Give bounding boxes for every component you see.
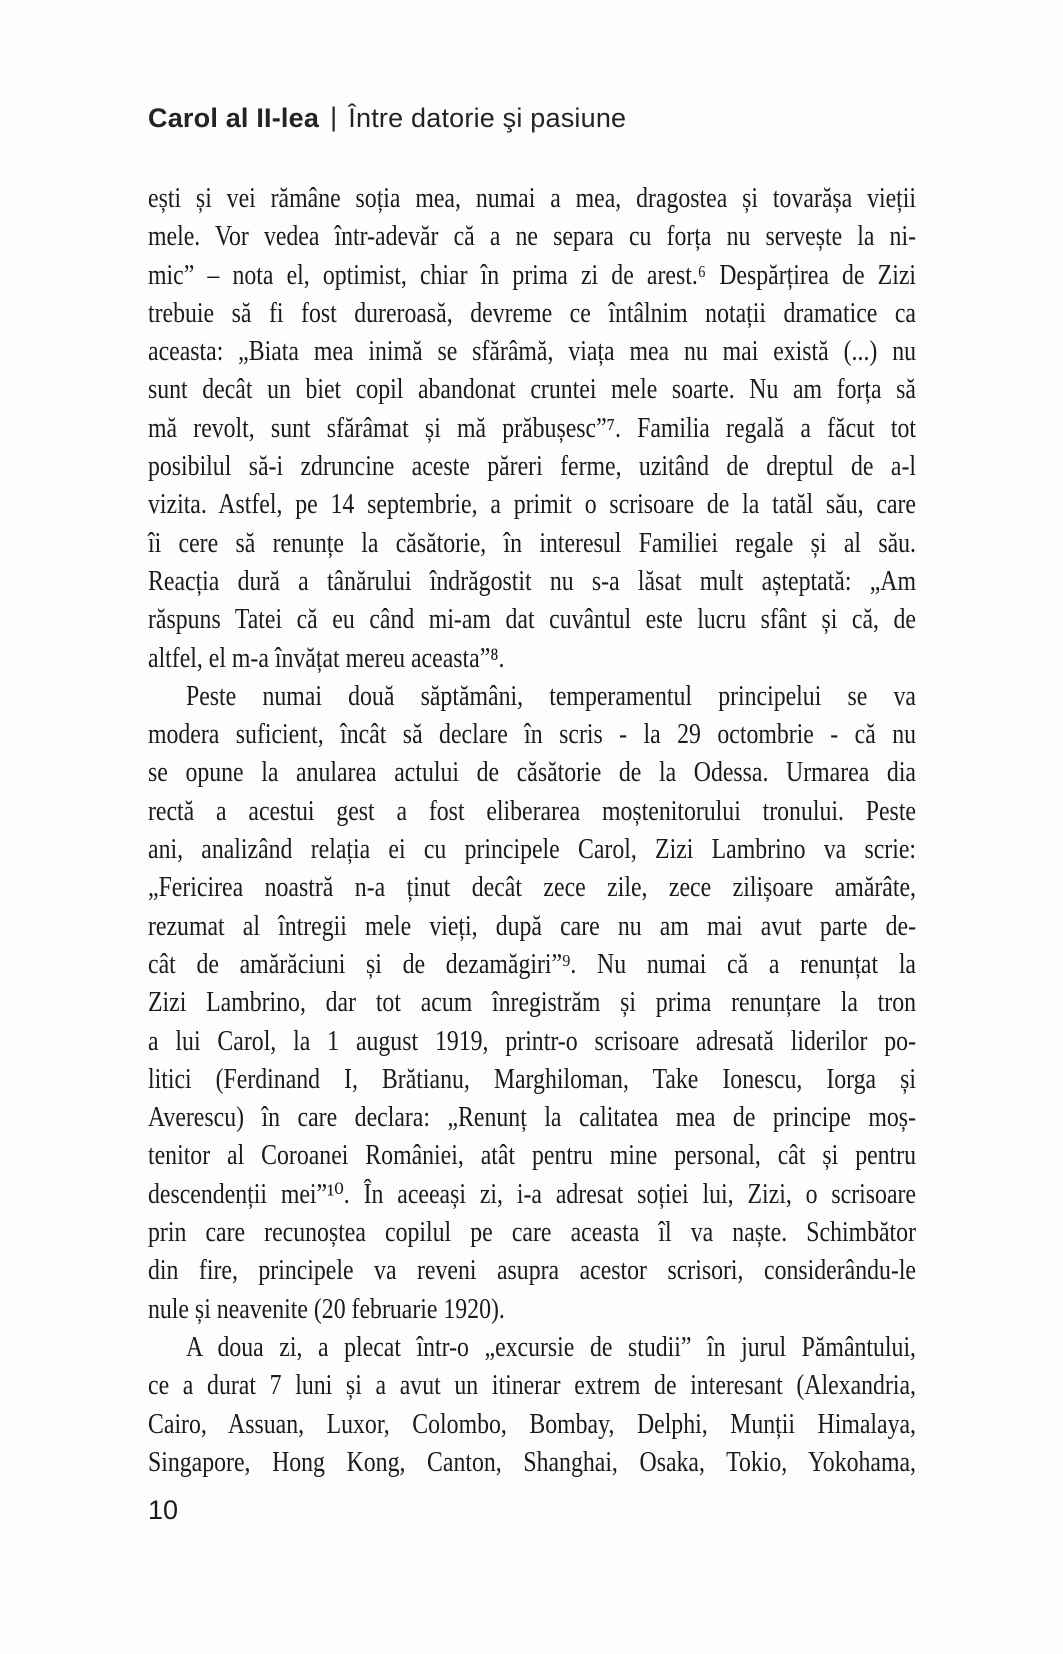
text-line: rectă a acestui gest a fost eliberarea moștenitorului tronului. Peste bbox=[148, 795, 917, 827]
running-header bbox=[148, 100, 916, 136]
text-line: Cairo, Assuan, Luxor, Colombo, Bombay, Delphi, Munții Himalaya, bbox=[148, 1408, 917, 1440]
text-line: Peste numai două săptămâni, temperamentul principelui se va bbox=[186, 680, 917, 712]
text-line: rezumat al întregii mele vieți, după care nu am mai avut parte de- bbox=[148, 910, 917, 942]
chapter-title: Între datorie şi pasiune bbox=[348, 103, 627, 133]
text-line: sunt decât un biet copil abandonat cruntei mele soarte. Nu am forța să bbox=[148, 374, 917, 406]
text-line: mele. Vor vedea într-adevăr că a ne separa cu forța nu servește la ni- bbox=[148, 221, 917, 253]
text-line: aceasta: „Biata mea inimă se sfărâmă, viața mea nu mai există (...) nu bbox=[148, 336, 917, 368]
text-line: nule și neavenite (20 februarie 1920). bbox=[148, 1293, 505, 1325]
text-line: ești și vei rămâne soția mea, numai a mea, dragostea și tovarășa vieții bbox=[148, 183, 917, 214]
book-title: Carol al II-lea bbox=[148, 103, 320, 133]
text-line: Zizi Lambrino, dar tot acum înregistrăm și prima renunțare la tron bbox=[148, 987, 917, 1019]
text-line: altfel, el m-a învățat mereu aceasta”⁸. bbox=[148, 642, 505, 674]
text-line: litici (Ferdinand I, Brătianu, Marghiloman, Take Ionescu, Iorga și bbox=[148, 1063, 917, 1095]
text-line: trebuie să fi fost dureroasă, devreme ce întâlnim notații dramatice ca bbox=[148, 297, 917, 329]
text-line: ani, analizând relația ei cu principele Carol, Zizi Lambrino va scrie: bbox=[148, 834, 917, 866]
text-line: tenitor al Coroanei României, atât pentru mine personal, cât și pentru bbox=[148, 1140, 917, 1172]
text-line: îi cere să renunțe la căsătorie, în interesul Familiei regale și al său. bbox=[148, 527, 917, 559]
header-separator: | bbox=[330, 102, 338, 132]
text-line: Reacția dură a tânărului îndrăgostit nu s-a lăsat mult așteptată: „Am bbox=[148, 565, 917, 597]
text-line: a lui Carol, la 1 august 1919, printr-o scrisoare adresată liderilor po- bbox=[148, 1025, 917, 1057]
text-line: modera suficient, încât să declare în scris - la 29 octombrie - că nu bbox=[148, 719, 917, 751]
text-line: „Fericirea noastră n-a ținut decât zece zile, zece zilișoare amărâte, bbox=[148, 872, 917, 904]
text-line: prin care recunoștea copilul pe care aceasta îl va naște. Schimbător bbox=[148, 1217, 917, 1249]
text-line: mă revolt, sunt sfărâmat și mă prăbușesc”⁷. Familia regală a făcut tot bbox=[148, 412, 917, 444]
body-text bbox=[148, 180, 916, 1482]
text-line: din fire, principele va reveni asupra acestor scrisori, considerându-le bbox=[148, 1255, 917, 1287]
text-line: Averescu) în care declara: „Renunț la calitatea mea de principe moș- bbox=[148, 1102, 917, 1134]
text-line: vizita. Astfel, pe 14 septembrie, a primit o scrisoare de la tatăl său, care bbox=[148, 489, 917, 521]
text-line: cât de amărăciuni și de dezamăgiri”⁹. Nu numai că a renunțat la bbox=[148, 948, 917, 980]
text-line: A doua zi, a plecat într-o „excursie de studii” în jurul Pământului, bbox=[186, 1331, 917, 1363]
text-line: ce a durat 7 luni și a avut un itinerar extrem de interesant (Alexandria, bbox=[148, 1370, 917, 1402]
text-line: răspuns Tatei că eu când mi-am dat cuvântul este lucru sfânt și că, de bbox=[148, 604, 917, 636]
text-line: descendenții mei”¹⁰. În aceeași zi, i-a adresat soției lui, Zizi, o scrisoare bbox=[148, 1178, 917, 1210]
text-line: Singapore, Hong Kong, Canton, Shanghai, Osaka, Tokio, Yokohama, bbox=[148, 1446, 917, 1478]
page-number: 10 bbox=[148, 1495, 179, 1525]
text-line: posibilul să-i zdruncine aceste păreri ferme, uzitând de dreptul de a-l bbox=[148, 451, 917, 483]
text-line: mic” – nota el, optimist, chiar în prima zi de arest.⁶ Despărțirea de Zizi bbox=[148, 259, 917, 291]
text-line: se opune la anularea actului de căsătorie de la Odessa. Urmarea dia bbox=[148, 757, 917, 789]
